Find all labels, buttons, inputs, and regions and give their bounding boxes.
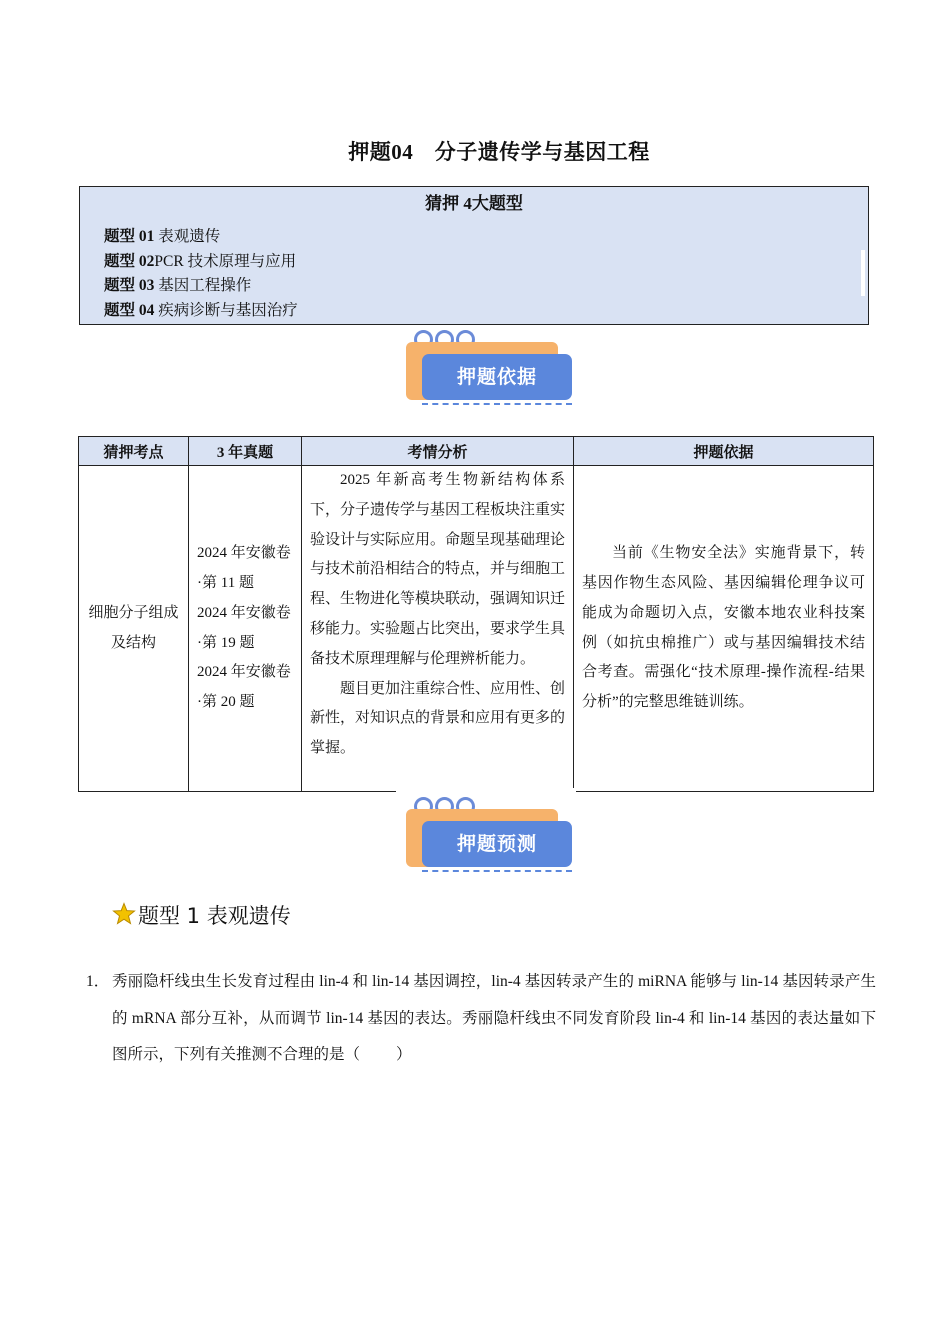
topic-cell: 细胞分子组成及结构 [79, 466, 189, 792]
analysis-cell: 2025 年新高考生物新结构体系下，分子遗传学与基因工程板块注重实验设计与实际应用。命题呈现基础理论与技术前沿相结合的特点，并与细胞工程、生物进化等模块联动，强调知识迁移能力。实验题占比突出，要求学生具备技术原理理解与伦理辨析能力。 题目更加注重综合性、应用性、创新性，对知识点的背景和应用有更多的掌握。 [302, 466, 574, 792]
list-item: 题型 01 表观遗传 [104, 228, 221, 245]
exams-cell: 2024 年安徽卷·第 11 题 2024 年安徽卷·第 19 题 2024 年安徽卷·第 20 题 [189, 466, 302, 792]
basis-badge [404, 330, 579, 414]
section-title: 题型 1 表观遗传 [138, 904, 291, 928]
section-heading [112, 902, 291, 926]
list-item: 题型 02PCR 技术原理与应用 [104, 252, 297, 270]
column-header: 猜押考点 [79, 437, 189, 466]
question-type-heading: 猜押 4大题型 [425, 194, 523, 213]
question-type-list [104, 225, 868, 323]
divider [861, 250, 865, 296]
forecast-badge [404, 797, 579, 881]
question-1: 1． 秀丽隐杆线虫生长发育过程由 lin-4 和 lin-14 基因调控，lin-4 基因转录产生的 miRNA 能够与 lin-14 基因转录产生的 mRNA 部分互补，从而调节 lin-14 基因的表达。秀丽隐杆线虫不同发育阶段 lin-4 和 lin-14 基因的表达量如下图所示，下列有关推测不合理的是（ ） [86, 964, 876, 1074]
table-header-row [79, 437, 874, 466]
question-text: 秀丽隐杆线虫生长发育过程由 lin-4 和 lin-14 基因调控，lin-4 基因转录产生的 miRNA 能够与 lin-14 基因转录产生的 mRNA 部分互补，从而调节 lin-14 基因的表达。秀丽隐杆线虫不同发育阶段 lin-4 和 lin-14 基因的表达量如下图所示，下列有关推测不合理的是（ [112, 973, 876, 1063]
column-header: 考情分析 [302, 437, 574, 466]
list-item: 题型 04 疾病诊断与基因治疗 [104, 301, 298, 319]
table-row [79, 466, 874, 792]
basis-badge-label: 押题依据 [422, 354, 572, 400]
basis-cell: 当前《生物安全法》实施背景下，转基因作物生态风险、基因编辑伦理争议可能成为命题切入点，安徽本地农业科技案例（如抗虫棉推广）或与基因编辑技术结合考查。需强化“技术原理-操作流程-结果分析”的完整思维链训练。 [574, 466, 874, 792]
analysis-table [78, 436, 874, 792]
list-item: 题型 03 基因工程操作 [104, 277, 252, 295]
question-number: 1． [86, 973, 110, 990]
forecast-badge-label: 押题预测 [422, 821, 572, 867]
page-title: 押题04 分子遗传学与基因工程 [348, 140, 650, 164]
column-header: 押题依据 [574, 437, 874, 466]
column-header: 3 年真题 [189, 437, 302, 466]
question-type-box [79, 186, 869, 325]
star-icon [112, 902, 136, 926]
